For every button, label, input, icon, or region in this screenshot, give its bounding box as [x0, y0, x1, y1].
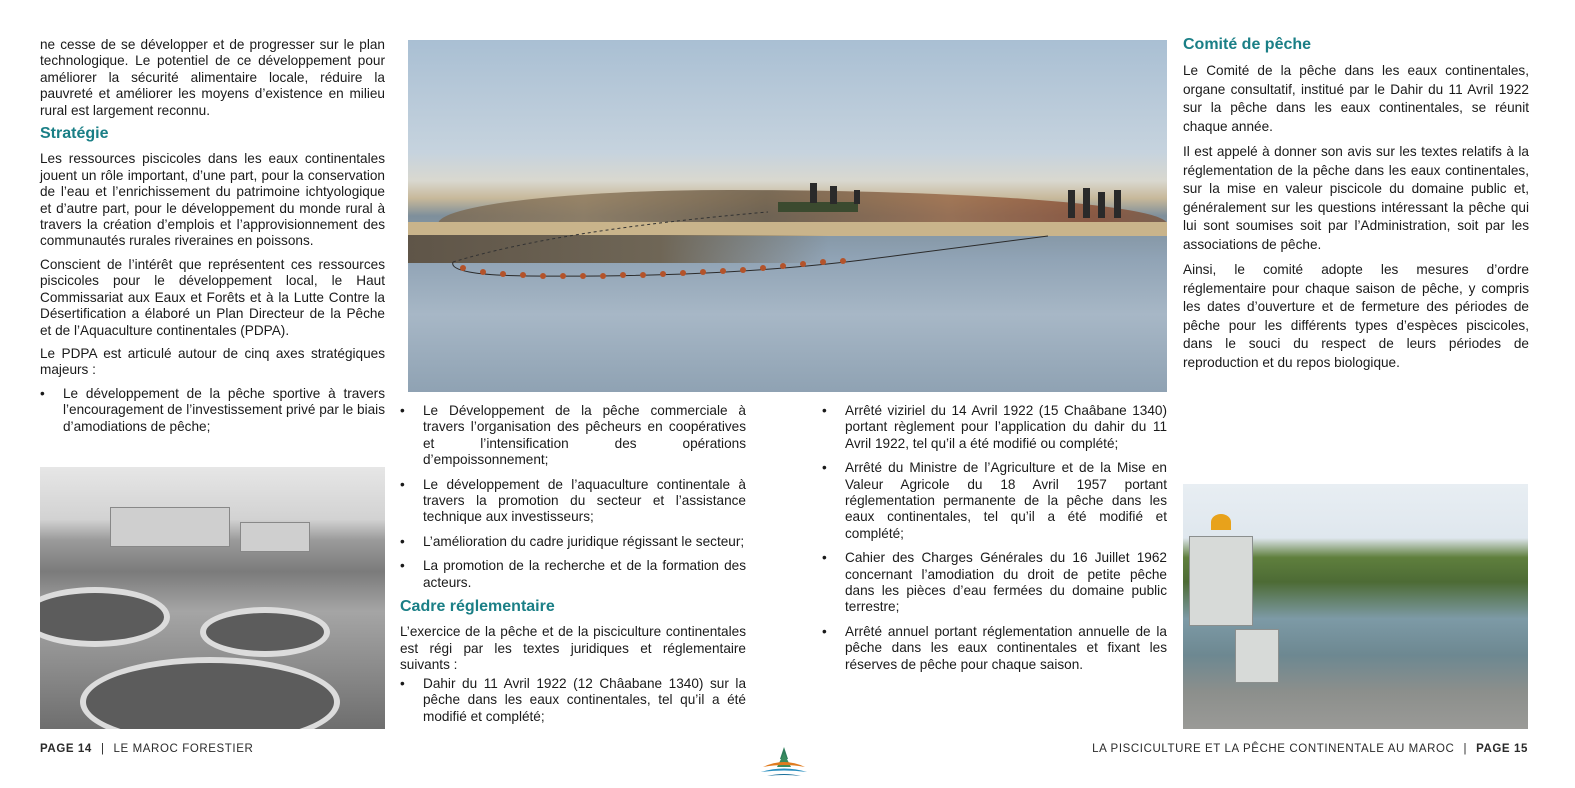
fishing-net-illustration: [408, 40, 1167, 392]
lake-fishing-photo: [408, 40, 1167, 392]
list-item: • Arrêté viziriel du 14 Avril 1922 (15 Chaâbane 1340) portant règlement pour l’application du dahir du 11 Avril 1922, tel qu’il a été modifié ou complété;: [822, 403, 1167, 452]
list-item: • La promotion de la recherche et de la formation des acteurs.: [400, 558, 746, 591]
list-item: • Le développement de l’aquaculture continentale à travers la promotion du secteur et l’assistance technique aux investisseurs;: [400, 477, 746, 526]
footer-separator: |: [1463, 743, 1468, 755]
intro-paragraph: ne cesse de se développer et de progresser sur le plan technologique. Le potentiel de ce développement pour améliorer la sécurité alimentaire locale, réduire la pauvreté et améliorer les moyens d’existence en milieu rural est largement reconnu.: [40, 37, 385, 118]
strategic-axes-list: [40, 386, 385, 435]
committee-paragraph-2: Il est appelé à donner son avis sur les textes relatifs à la réglementation de la pêche dans les eaux continentales, sur la mise en valeur piscicole du domaine public et, généralement sur les questions intéressant la pêche qui lui sont soumises soit par l’Administration, soit par les associations de pêche.: [1183, 144, 1529, 252]
strategy-paragraph-3: Le PDPA est articulé autour de cinq axes stratégiques majeurs :: [40, 345, 385, 378]
footer-right: [1092, 743, 1528, 755]
section-title: LA PISCICULTURE ET LA PÊCHE CONTINENTALE AU MAROC: [1092, 743, 1455, 755]
list-item: • Arrêté du Ministre de l’Agriculture et de la Mise en Valeur Agricole du 18 Avril 1957 portant réglementation permanente de la pêche dans les eaux continentales, tel qu’il a été modifié et complété;: [822, 460, 1167, 542]
legal-texts-list-continued: [822, 403, 1167, 673]
strategic-axes-list-continued: [400, 403, 746, 591]
page-number-right: PAGE 15: [1476, 743, 1528, 755]
strategy-paragraph-2: Conscient de l’intérêt que représentent ces ressources piscicoles pour le développement local, le Haut Commissariat aux Eaux et Forêts et à la Lutte Contre la Désertification a élaboré un Plan Directeur de la Pêche et de l’Aquaculture continentales (PDPA).: [40, 256, 385, 338]
list-item: • L’amélioration du cadre juridique régissant le secteur;: [400, 534, 746, 550]
footer-separator: |: [100, 743, 105, 755]
list-item: • Le Développement de la pêche commerciale à travers l’organisation des pêcheurs en coopératives et l’intensification des opérations d’empoissonnement;: [400, 403, 746, 469]
publication-title: LE MAROC FORESTIER: [113, 743, 254, 755]
footer-left: [40, 743, 253, 755]
committee-paragraph-3: Ainsi, le comité adopte les mesures d’ordre réglementaire pour chaque saison de pêche, y compris les dates d’ouverture et de fermeture des périodes de pêche pour les différents types d’espèces piscicoles, dans le souci du respect de leurs périodes de reproduction et du repos biologique.: [1183, 262, 1529, 370]
legal-framework-heading: Cadre réglementaire: [400, 598, 555, 616]
strategy-paragraph-1: Les ressources piscicoles dans les eaux continentales jouent un rôle important, d’une part, pour la conservation de l’eau et l’enrichissement du patrimoine ichtyologique et d’autre part, pour le développement du monde rural à travers la création d’emplois et l’approvisionnement des communautés rurales riveraines en poissons.: [40, 151, 385, 249]
column-left: [40, 37, 385, 443]
column-center-right: [822, 403, 1167, 681]
strategy-heading: Stratégie: [40, 125, 109, 143]
committee-paragraph-1: Le Comité de la pêche dans les eaux continentales, organe consultatif, institué par le Dahir du 11 Avril 1922 sur la pêche dans les eaux continentales, se réunit chaque année.: [1183, 63, 1529, 134]
legal-intro-paragraph: L’exercice de la pêche et de la pisciculture continentales est régi par les textes juridiques et réglementaire suivants :: [400, 624, 746, 673]
legal-texts-list: [400, 676, 746, 725]
list-item: • Le développement de la pêche sportive à travers l’encouragement de l’investissement privé par le biais d’amodiations de pêche;: [40, 386, 385, 435]
list-item: • Arrêté annuel portant réglementation annuelle de la pêche dans les eaux continentales et fixant les réserves de pêche pour chaque saison.: [822, 624, 1167, 673]
old-hatchery-photo: [40, 467, 385, 729]
column-right: [1183, 37, 1529, 379]
committee-heading: Comité de pêche: [1183, 36, 1312, 53]
list-item: • Cahier des Charges Générales du 16 Juillet 1962 concernant l’amodiation du droit de petite pêche dans les pièces d’eau fermées du domaine public terrestre;: [822, 550, 1167, 616]
column-center-left: [400, 403, 746, 733]
forest-logo-icon: [759, 745, 809, 779]
aquaculture-ponds-photo: [1183, 484, 1528, 729]
list-item: • Dahir du 11 Avril 1922 (12 Châabane 1340) sur la pêche dans les eaux continentales, tel qu’il a été modifié et complété;: [400, 676, 746, 725]
page-number-left: PAGE 14: [40, 743, 92, 755]
